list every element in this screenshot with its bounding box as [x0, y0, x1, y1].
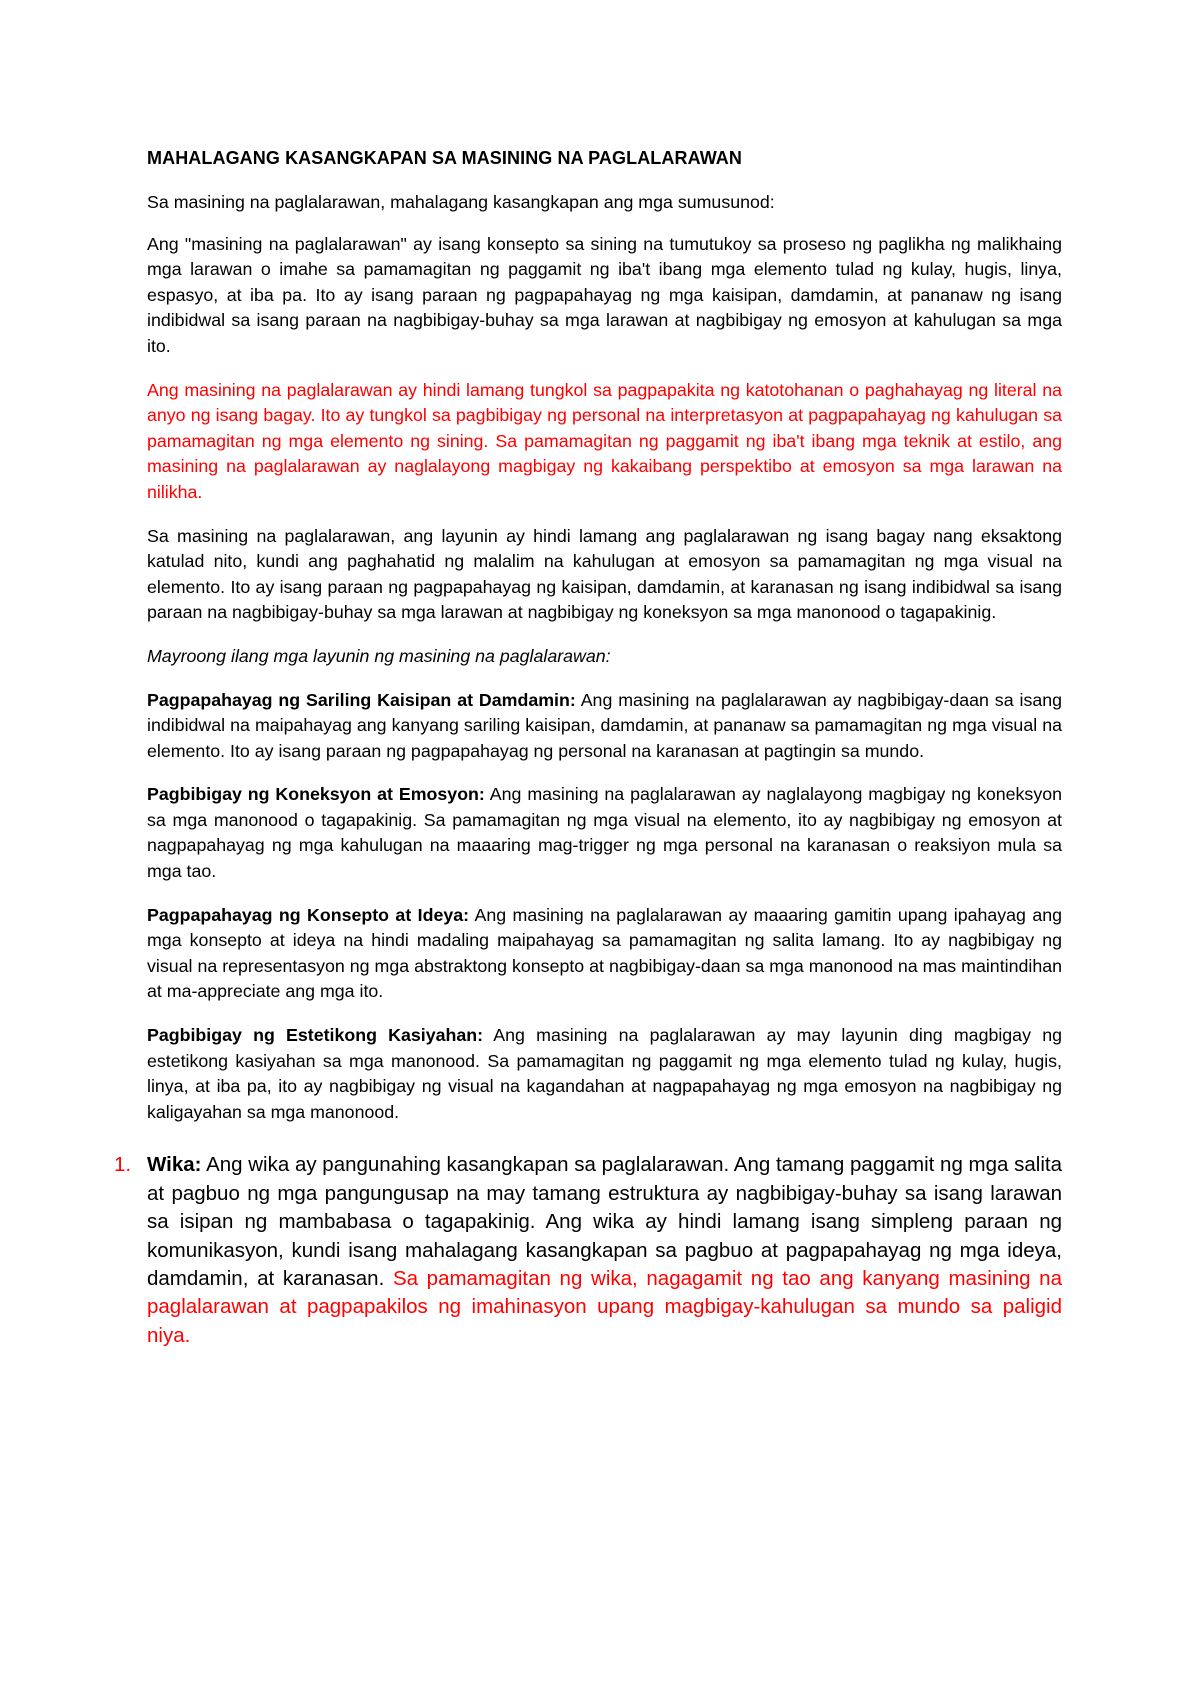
paragraph-purpose: Sa masining na paglalarawan, ang layunin ay hindi lamang ang paglalarawan ng isang bagay nang eksaktong katulad nito, kundi ang paghahatid ng malalim na kahulugan at emosyon sa pamamagitan ng mga visual na elemento. Ito ay isang paraan ng pagpapahayag ng kaisipan, damdamin, at karanasan ng isang indibidwal sa isang paraan na nagbibigay-buhay sa mga larawan at nagbibigay ng koneksyon sa mga manonood o tagapakinig. [147, 525, 1062, 623]
goals-heading: Mayroong ilang mga layunin ng masining na paglalarawan: [147, 645, 611, 666]
document-title: MAHALAGANG KASANGKAPAN SA MASINING NA PAGLALARAWAN [147, 148, 742, 168]
goal-item [147, 903, 1062, 1005]
paragraph-definition: Ang "masining na paglalarawan" ay isang konsepto sa sining na tumutukoy sa proseso ng paglikha ng malikhaing mga larawan o imahe sa pamamagitan ng paggamit ng iba't ibang mga elemento tulad ng kulay, hugis, linya, espasyo, at iba pa. Ito ay isang paraan ng pagpapahayag ng mga kaisipan, damdamin, at pananaw ng isang indibidwal sa isang paraan na nagbibigay-buhay sa mga larawan at nagbibigay ng emosyon at kahulugan sa mga ito. [147, 233, 1062, 356]
list-number: 1. [114, 1153, 132, 1177]
tools-list [114, 1151, 1062, 1350]
goal-term: Pagpapahayag ng Sariling Kaisipan at Damdamin: [147, 689, 576, 710]
tool-text: Ang wika ay pangunahing kasangkapan sa paglalarawan. Ang tamang paggamit ng mga salita at pagbuo ng mga pangungusap na may tamang estruktura ay nagbibigay-buhay sa isang larawan sa isipan ng mambabasa o tagapakinig. Ang wika ay hindi lamang isang simpleng paraan ng komunikasyon, kundi isang mahalagang kasangkapan sa pagbuo at pagpapahayag ng mga ideya, damdamin, at karanasan. [147, 1153, 1062, 1291]
tool-text-highlighted: Sa pamamagitan ng wika, nagagamit ng tao ang kanyang masining na paglalarawan at pagpapakilos ng imahinasyon upang magbigay-kahulugan sa mundo sa paligid niya. [147, 1267, 1062, 1347]
goal-text: Ang masining na paglalarawan ay nagbibigay-daan sa isang indibidwal na maipahayag ang kanyang sariling kaisipan, damdamin, at pananaw sa pamamagitan ng mga visual na elemento. Ito ay isang paraan ng pagpapahayag ng personal na karanasan at pagtingin sa mundo. [147, 689, 1063, 761]
list-item [114, 1151, 1062, 1350]
paragraph-highlighted: Ang masining na paglalarawan ay hindi lamang tungkol sa pagpapakita ng katotohanan o paghahayag ng literal na anyo ng isang bagay. Ito ay tungkol sa pagbibigay ng personal na interpretasyon at pagpapahayag ng kahulugan sa pamamagitan ng mga elemento ng sining. Sa pamamagitan ng paggamit ng iba't ibang mga teknik at estilo, ang masining na paglalarawan ay naglalayong magbigay ng kakaibang perspektibo at emosyon sa mga larawan na nilikha. [147, 379, 1062, 502]
goal-term: Pagpapahayag ng Konsepto at Ideya: [147, 904, 470, 925]
goal-text: Ang masining na paglalarawan ay naglalayong magbigay ng koneksyon sa mga manonood o tagapakinig. Sa pamamagitan ng mga visual na elemento, ito ay nagbibigay ng emosyon at nagpapahayag ng mga kahulugan na maaaring mag-trigger ng mga personal na karanasan o reaksiyon mula sa mga tao. [147, 784, 1062, 882]
tool-term: Wika: [147, 1153, 202, 1177]
goal-item [147, 782, 1062, 884]
goal-text: Ang masining na paglalarawan ay may layunin ding magbigay ng estetikong kasiyahan sa mga manonood. Sa pamamagitan ng paggamit ng mga elemento tulad ng kulay, hugis, linya, at iba pa, ito ay nagbibigay ng visual na kagandahan at nagpapahayag ng mga emosyon na nagbibigay ng kaligayahan sa mga manonood. [147, 1025, 1062, 1122]
intro-paragraph: Sa masining na paglalarawan, mahalagang kasangkapan ang mga sumusunod: [147, 192, 775, 212]
goal-term: Pagbibigay ng Estetikong Kasiyahan: [147, 1025, 484, 1046]
goal-item [147, 1023, 1062, 1125]
goal-term: Pagbibigay ng Koneksyon at Emosyon: [147, 784, 485, 805]
goal-item [147, 688, 1062, 765]
goal-text: Ang masining na paglalarawan ay maaaring gamitin upang ipahayag ang mga konsepto at ideya na hindi madaling maipahayag sa pamamagitan ng salita lamang. Ito ay nagbibigay ng visual na representasyon ng mga abstraktong konsepto at nagbibigay-daan sa mga manonood na mas maintindihan at ma-appreciate ang mga ito. [147, 904, 1062, 1002]
